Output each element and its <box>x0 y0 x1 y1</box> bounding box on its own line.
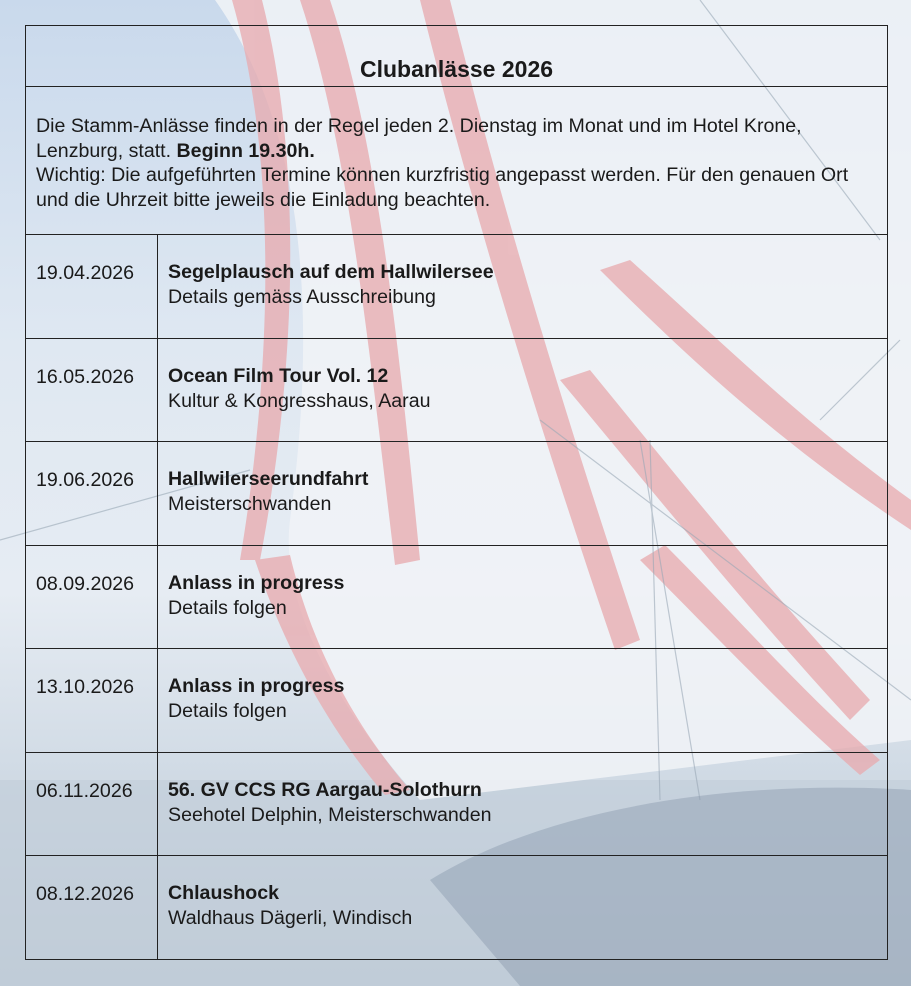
event-detail: Kultur & Kongresshaus, Aarau <box>168 389 431 412</box>
event-row <box>26 753 887 857</box>
event-detail: Details gemäss Ausschreibung <box>168 286 436 308</box>
event-title: Anlass in progress <box>168 571 345 594</box>
event-title: Chlaushock <box>168 882 280 904</box>
event-row <box>26 649 887 753</box>
event-row <box>26 442 887 546</box>
event-row <box>26 339 887 443</box>
event-detail: Details folgen <box>168 700 287 722</box>
event-row <box>26 546 887 650</box>
intro-line-1: Die Stamm-Anlässe finden in der Regel jeden 2. Dienstag im Monat und im Hotel Krone, Lenzburg, statt. <box>36 115 802 162</box>
event-title: Segelplausch auf dem Hallwilersee <box>168 261 494 283</box>
event-info <box>158 856 412 960</box>
event-detail: Meisterschwanden <box>168 493 332 515</box>
event-date: 19.06.2026 <box>26 442 158 545</box>
intro-text <box>26 87 887 235</box>
event-detail: Waldhaus Dägerli, Windisch <box>168 907 413 929</box>
intro-start-time: Beginn 19.30h. <box>176 139 315 162</box>
event-title: Ocean Film Tour Vol. 12 <box>168 364 389 387</box>
event-info <box>158 442 368 545</box>
event-title: Anlass in progress <box>168 675 345 697</box>
event-info <box>158 235 494 338</box>
event-row <box>26 235 887 339</box>
event-detail: Seehotel Delphin, Meisterschwanden <box>168 803 492 826</box>
event-title: Hallwilerseerundfahrt <box>168 468 369 490</box>
page-title: Clubanlässe 2026 <box>26 26 887 87</box>
event-date: 16.05.2026 <box>26 339 158 442</box>
event-date: 08.09.2026 <box>26 546 158 649</box>
events-table <box>25 25 888 960</box>
event-info <box>158 339 431 442</box>
event-date: 08.12.2026 <box>26 856 158 960</box>
event-detail: Details folgen <box>168 596 287 619</box>
event-row <box>26 856 887 960</box>
event-title: 56. GV CCS RG Aargau-Solothurn <box>168 778 482 801</box>
event-info <box>158 546 344 649</box>
event-date: 19.04.2026 <box>26 235 158 338</box>
event-info <box>158 753 492 856</box>
event-date: 13.10.2026 <box>26 649 158 752</box>
event-date: 06.11.2026 <box>26 753 158 856</box>
event-info <box>158 649 344 752</box>
intro-line-2: Wichtig: Die aufgeführten Termine können kurzfristig angepasst werden. Für den genauen Ort und die Uhrzeit bitte jeweils die Einladung beachten. <box>36 164 849 211</box>
